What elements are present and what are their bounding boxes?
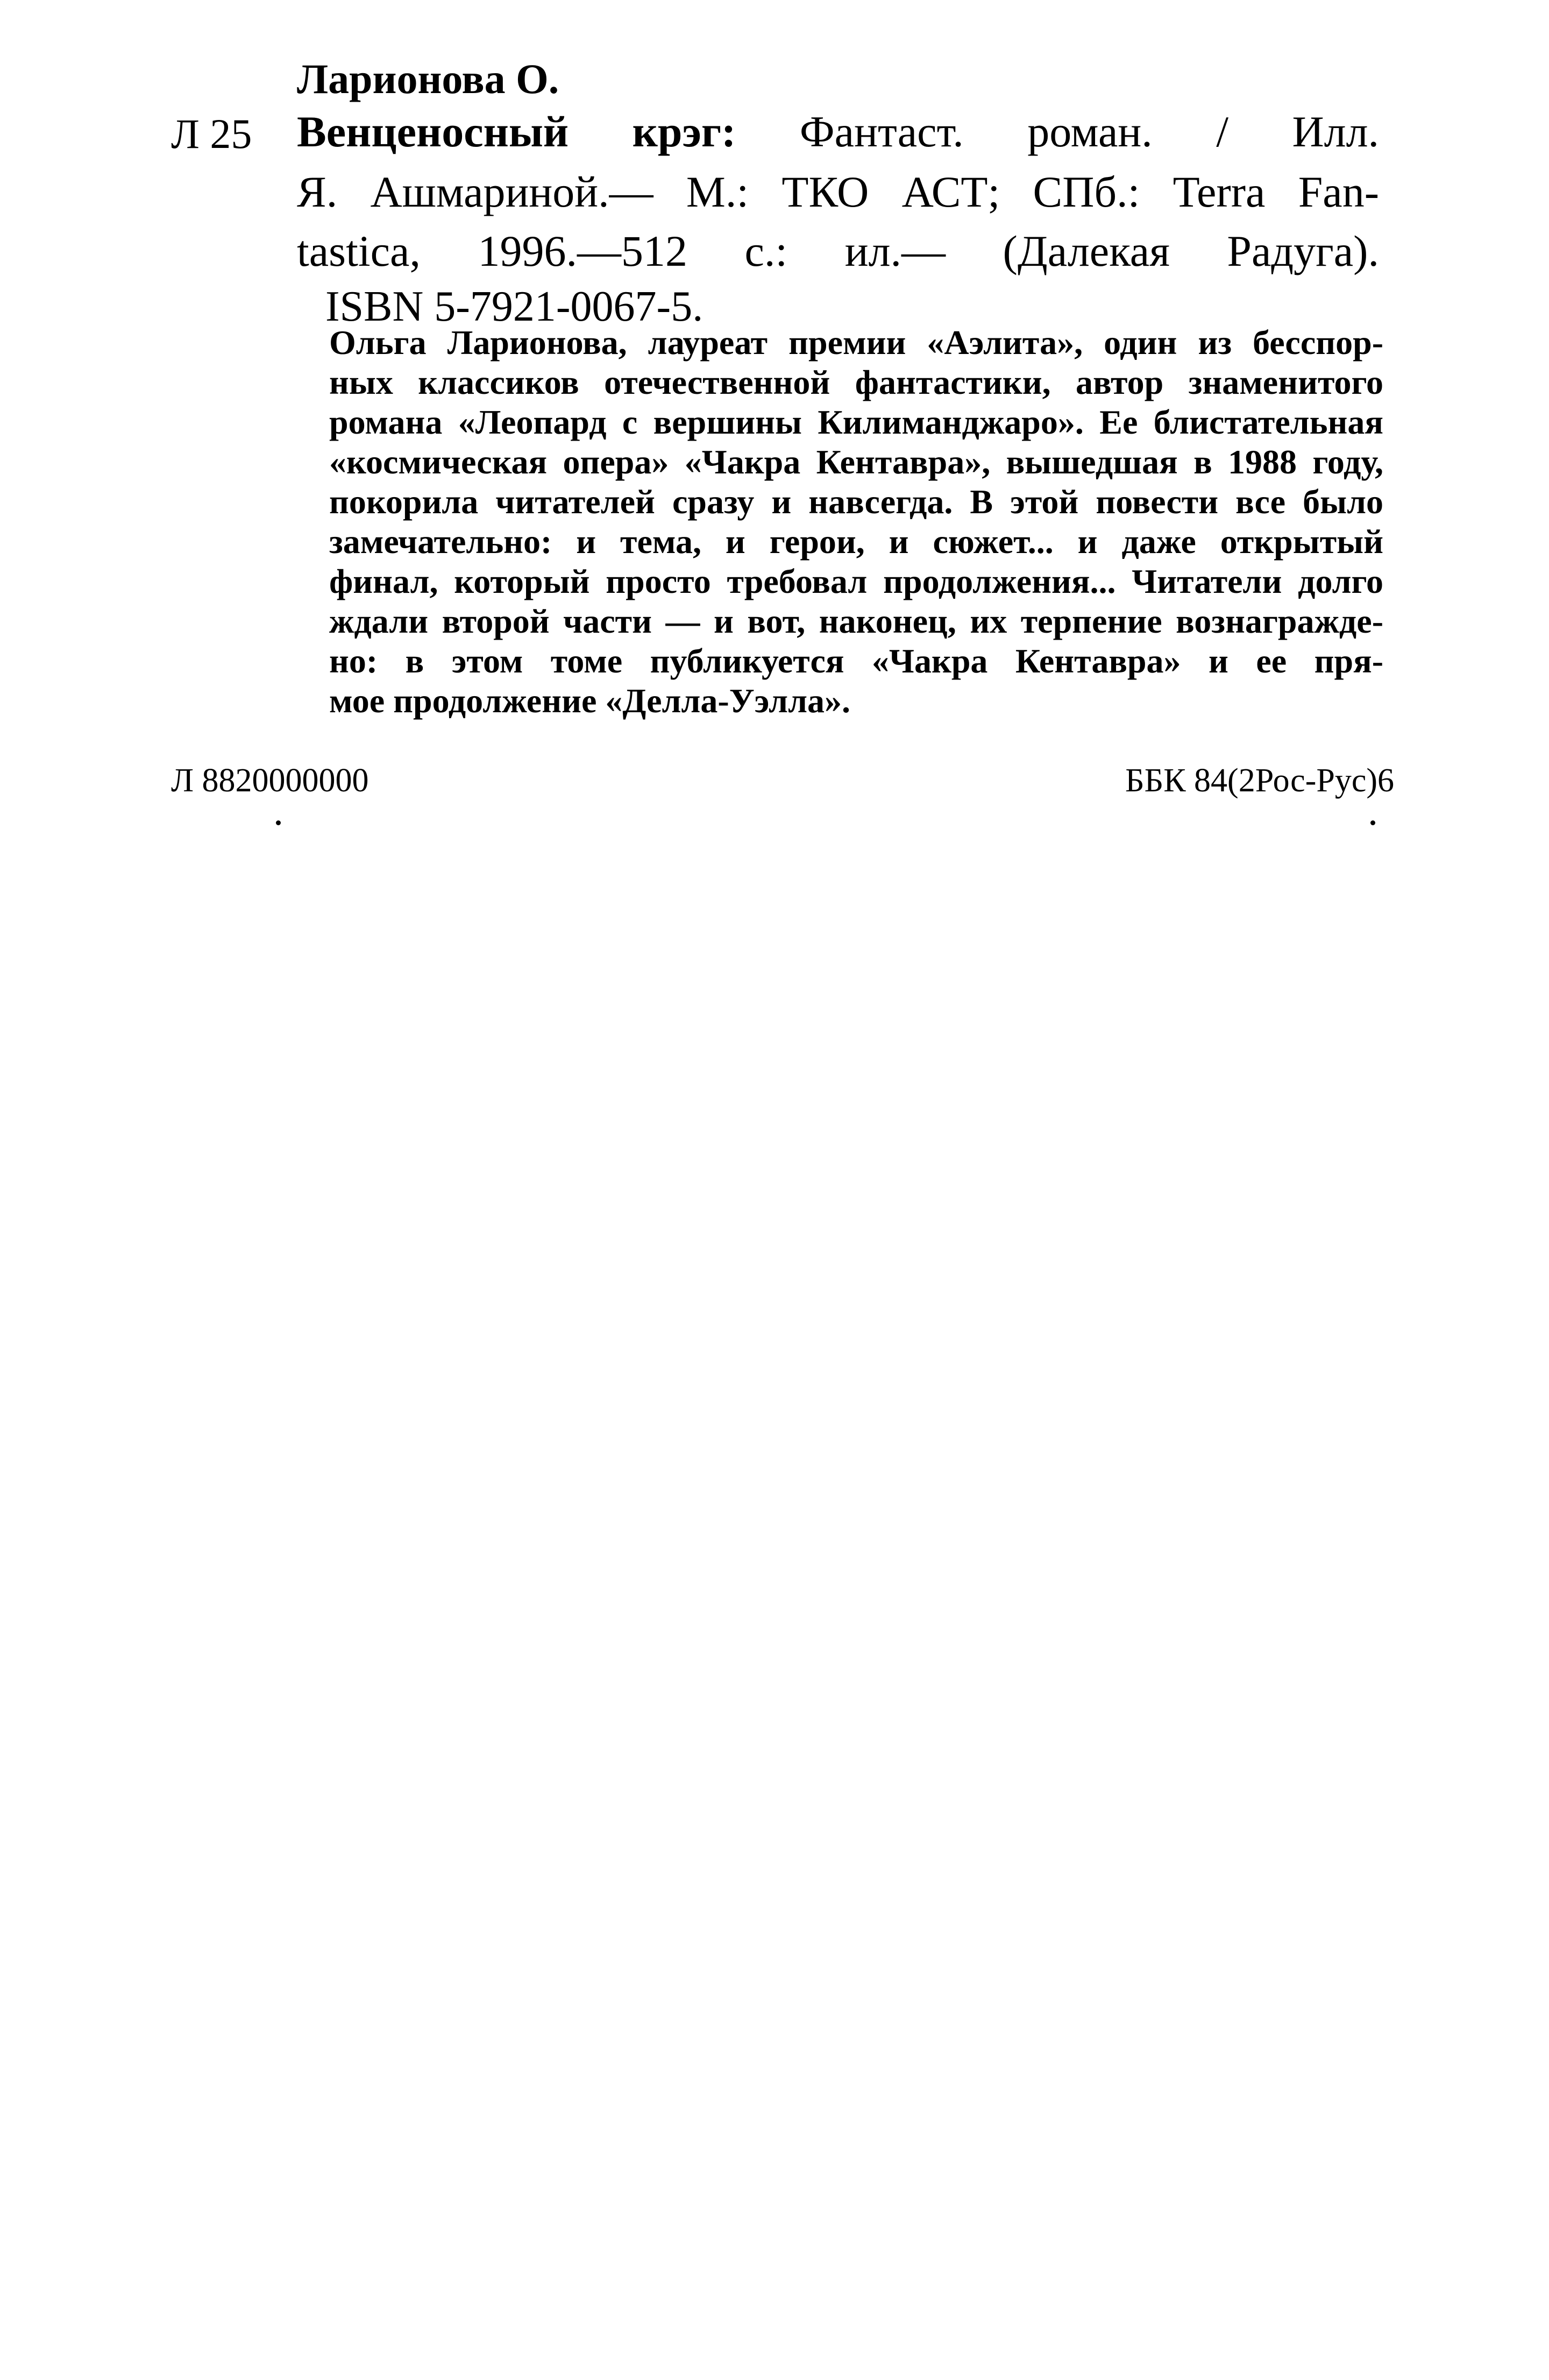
footer-code: Л 8820000000	[171, 762, 369, 799]
annotation-line: покорила читателей сразу и навсегда. В этой повести все было	[329, 483, 1383, 521]
print-mark	[1370, 820, 1375, 825]
bbk-code: ББК 84(2Рос-Рус)6	[1125, 762, 1394, 799]
book-title: Венценосный крэг:	[297, 107, 736, 156]
bibliography-line-1	[297, 107, 1380, 156]
annotation-line: финал, который просто требовал продолжения... Читатели долго	[329, 562, 1383, 600]
catalog-code: Л 25	[171, 110, 252, 157]
annotation-line: ных классиков отечественной фантастики, автор знаменитого	[329, 363, 1383, 401]
bibliography-line-1-rest: Фантаст. роман. / Илл.	[799, 107, 1380, 156]
print-mark	[276, 820, 281, 825]
isbn: ISBN 5-7921-0067-5.	[325, 283, 704, 330]
annotation-line: замечательно: и тема, и герои, и сюжет... и даже открытый	[329, 522, 1383, 561]
annotation-line: Ольга Ларионова, лауреат премии «Аэлита», один из бесспор-	[329, 323, 1383, 362]
author-name: Ларионова О.	[297, 55, 559, 102]
bibliography-line-3: tastica, 1996.—512 с.: ил.— (Далекая Радуга).	[297, 226, 1379, 275]
annotation-line: но: в этом томе публикуется «Чакра Кентавра» и ее пря-	[329, 642, 1383, 680]
annotation-line: мое продолжение «Делла-Уэлла».	[329, 682, 850, 720]
annotation-line: ждали второй части — и вот, наконец, их терпение вознагражде-	[329, 602, 1383, 640]
annotation-line: «космическая опера» «Чакра Кентавра», вышедшая в 1988 году,	[329, 443, 1383, 481]
annotation-line: романа «Леопард с вершины Килиманджаро». Ее блистательная	[329, 403, 1383, 441]
bibliography-line-2: Я. Ашмариной.— М.: ТКО АСТ; СПб.: Terra Fan-	[297, 167, 1379, 216]
annotation	[329, 323, 1383, 721]
